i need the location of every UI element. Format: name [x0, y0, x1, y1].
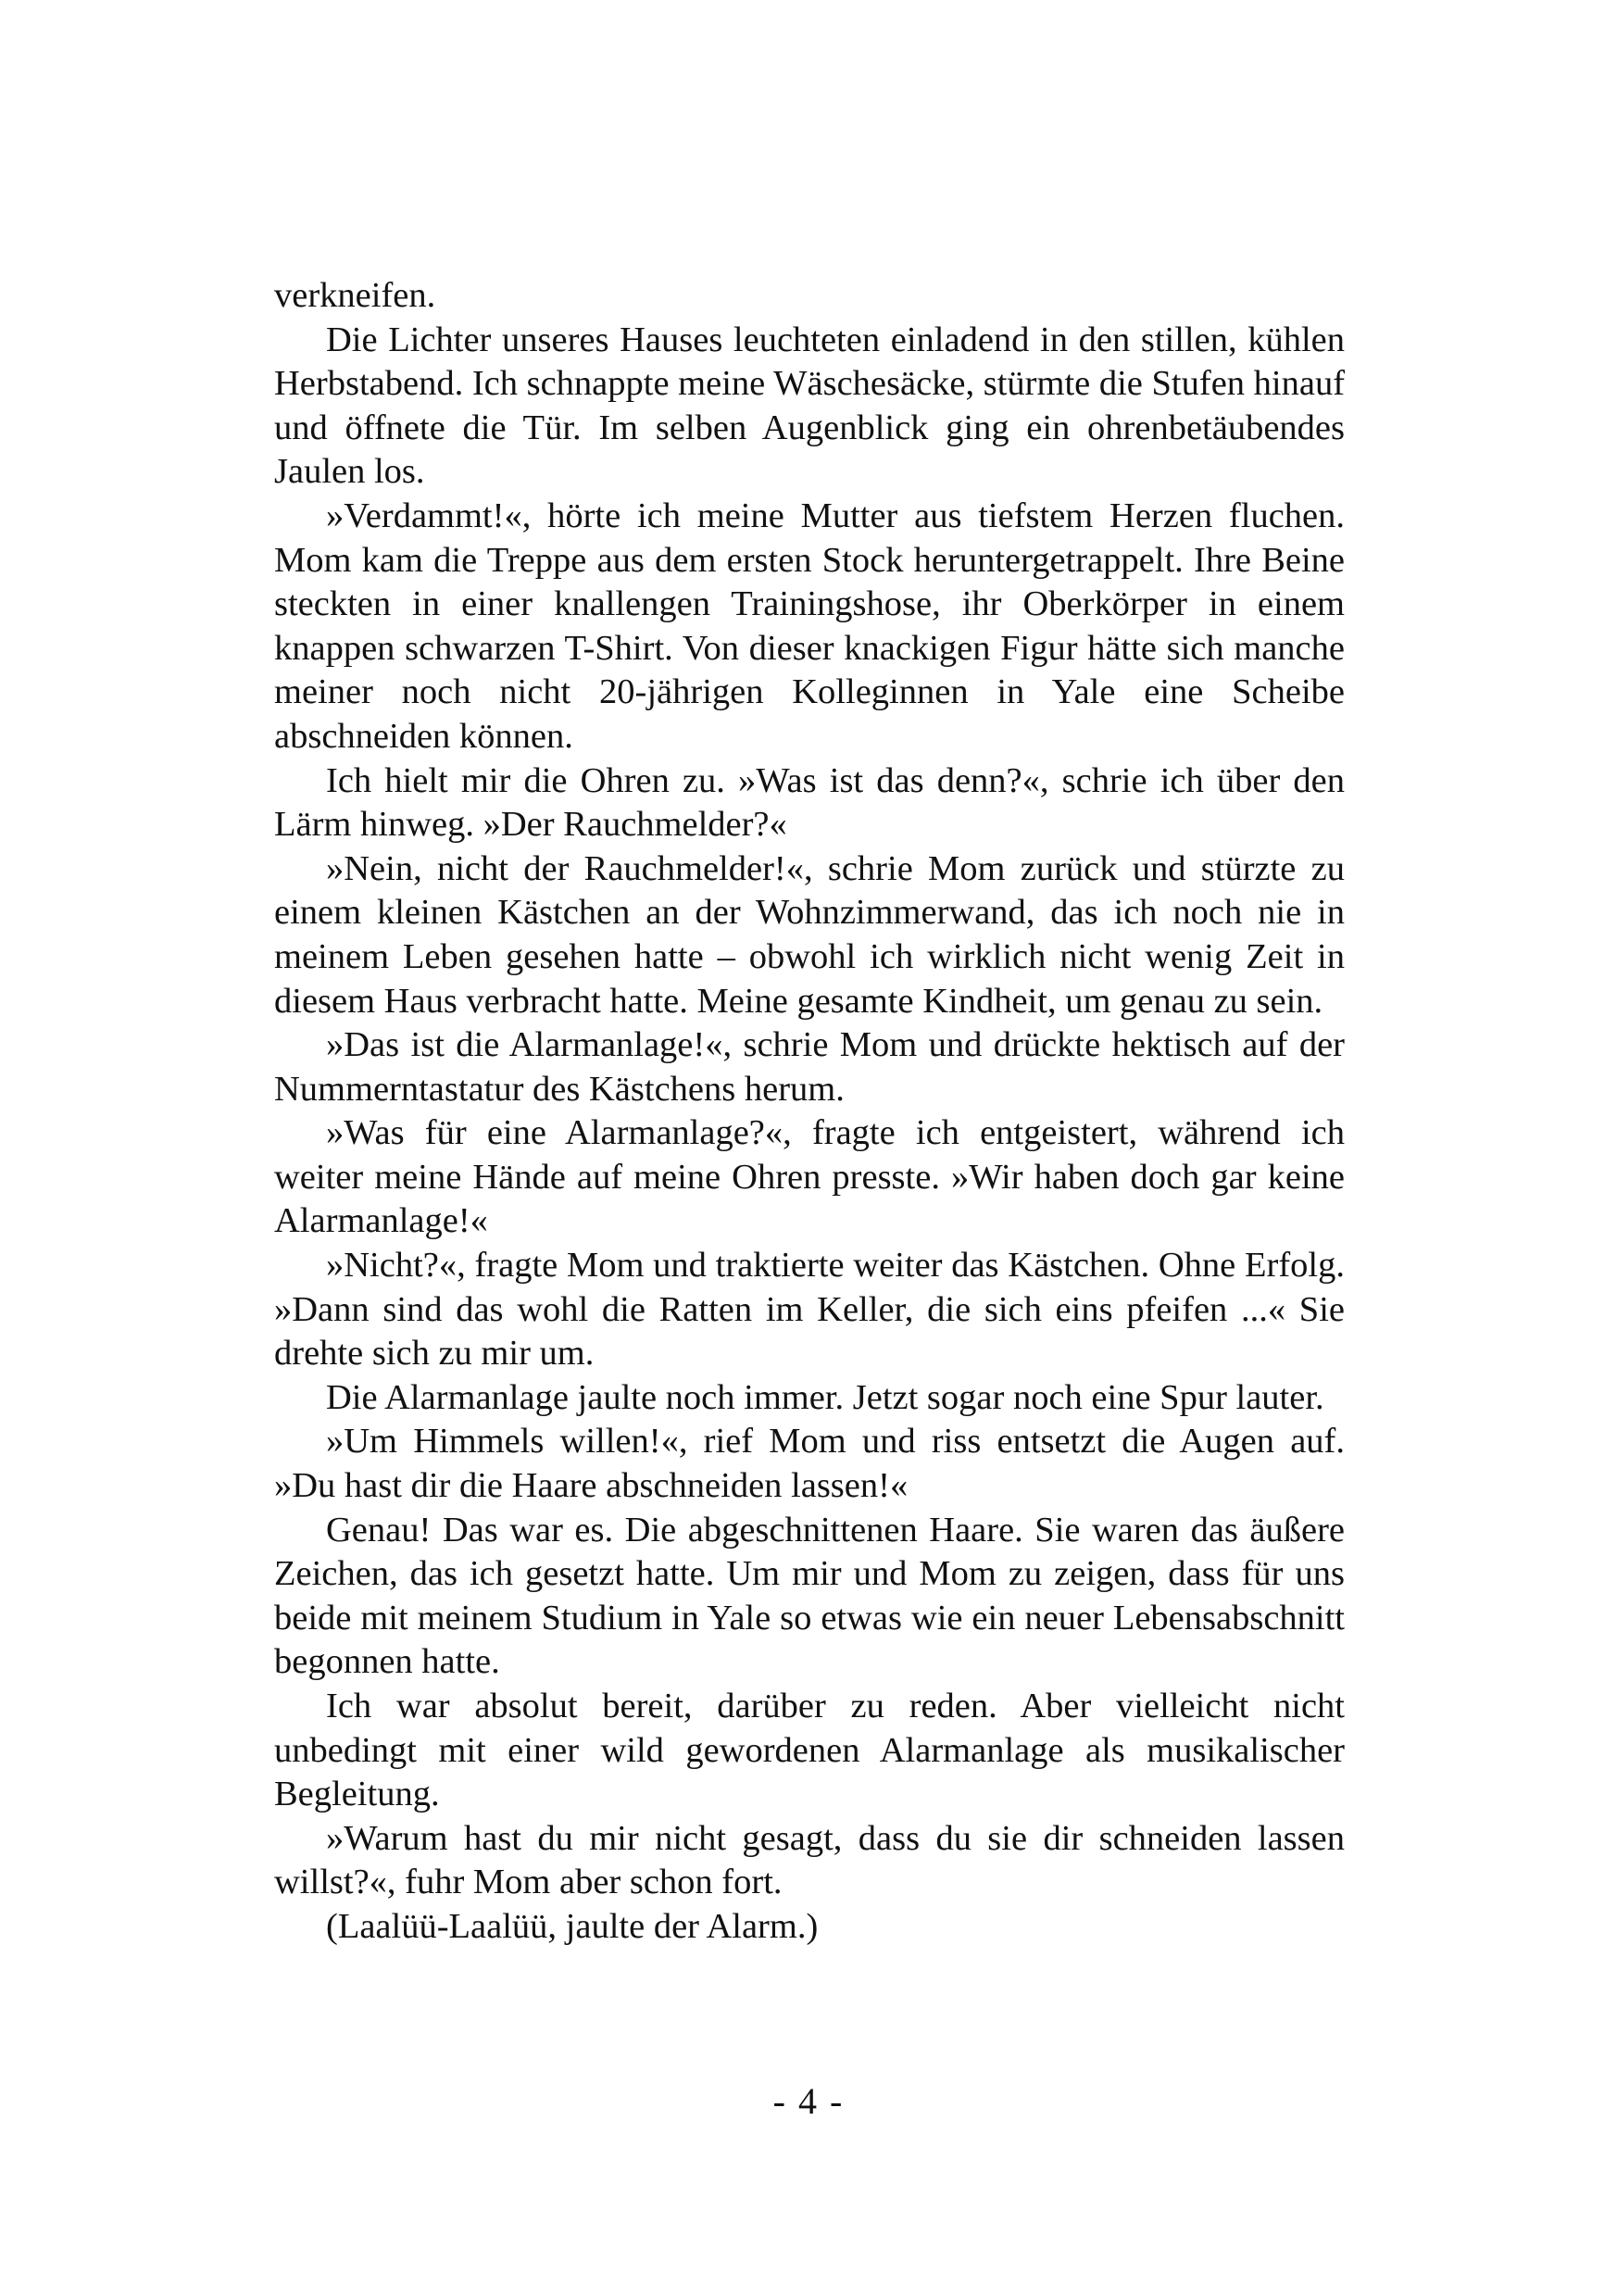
paragraph-12: Ich war absolut bereit, darüber zu reden. Aber vielleicht nicht unbedingt mit einer wild gewordenen Alarmanlage als musikalischer Begleitung.	[274, 1687, 1345, 1814]
paragraph-4: Ich hielt mir die Ohren zu. »Was ist das denn?«, schrie ich über den Lärm hinweg. »Der Rauchmelder?«	[274, 760, 1345, 845]
paragraph-2: Die Lichter unseres Hauses leuchteten einladend in den stillen, kühlen Herbstabend. Ich schnappte meine Wäschesäcke, stürmte die Stufen hinauf und öffnete die Tür. Im selben Augenblick ging ein ohrenbetäubendes Jaulen los.	[274, 320, 1346, 492]
paragraph-9: Die Alarmanlage jaulte noch immer. Jetzt sogar noch eine Spur lauter.	[326, 1377, 1324, 1417]
paragraph-14: (Laalüü-Laalüü, jaulte der Alarm.)	[326, 1906, 819, 1946]
paragraph-7: »Was für eine Alarmanlage?«, fragte ich entgeistert, während ich weiter meine Hände auf meine Ohren presste. »Wir haben doch gar keine Alarmanlage!«	[274, 1113, 1345, 1241]
page-body	[274, 274, 1345, 1950]
paragraph-8: »Nicht?«, fragte Mom und traktierte weiter das Kästchen. Ohne Erfolg. »Dann sind das wohl die Ratten im Keller, die sich eins pfeifen ...« Sie drehte sich zu mir um.	[274, 1246, 1345, 1374]
paragraph-1: verkneifen.	[274, 276, 436, 315]
paragraph-6: »Das ist die Alarmanlage!«, schrie Mom und drückte hektisch auf der Nummerntastatur des Kästchens herum.	[274, 1025, 1345, 1109]
paragraph-5: »Nein, nicht der Rauchmelder!«, schrie Mom zurück und stürzte zu einem kleinen Kästchen an der Wohnzimmerwand, das ich noch nie in meinem Leben gesehen hatte – obwohl ich wirklich nicht wenig Zeit in diesem Haus verbracht hatte. Meine gesamte Kindheit, um genau zu sein.	[274, 848, 1345, 1021]
page-number: - 4 -	[772, 2080, 845, 2122]
paragraph-3: »Verdammt!«, hörte ich meine Mutter aus tiefstem Herzen fluchen. Mom kam die Treppe aus dem ersten Stock heruntergetrappelt. Ihre Beine steckten in einer knallengen Trainingshose, ihr Oberkörper in einem knappen schwarzen T-Shirt. Von dieser knackigen Figur hätte sich manche meiner noch nicht 20-jährigen Kolleginnen in Yale eine Scheibe abschneiden können.	[274, 496, 1345, 756]
paragraph-11: Genau! Das war es. Die abgeschnittenen Haare. Sie waren das äußere Zeichen, das ich gesetzt hatte. Um mir und Mom zu zeigen, dass für uns beide mit meinem Studium in Yale so etwas wie ein neuer Lebensabschnitt begonnen hatte.	[274, 1510, 1345, 1682]
paragraph-13: »Warum hast du mir nicht gesagt, dass du sie dir schneiden lassen willst?«, fuhr Mom aber schon fort.	[274, 1818, 1345, 1902]
paragraph-10: »Um Himmels willen!«, rief Mom und riss entsetzt die Augen auf. »Du hast dir die Haare abschneiden lassen!«	[274, 1422, 1345, 1506]
